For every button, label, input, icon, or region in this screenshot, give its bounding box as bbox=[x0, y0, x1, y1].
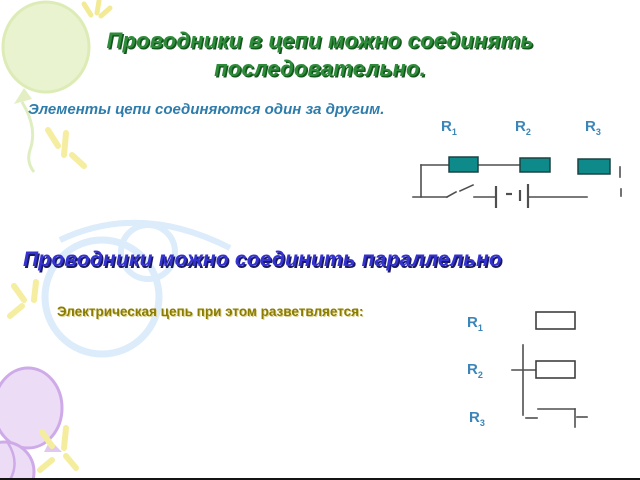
parallel-resistor-label-r2: $R_2$ bbox=[467, 361, 483, 380]
yellow-sparkle-top-decoration bbox=[84, 1, 110, 16]
series-circuit-diagram bbox=[405, 148, 640, 216]
parallel-caption: Электрическая цепь при этом разветвляется: bbox=[57, 304, 364, 319]
parallel-circuit-diagram bbox=[505, 305, 640, 435]
parallel-resistor-label-r1: $R_1$ bbox=[467, 314, 483, 333]
yellow-sparkle-mid-decoration bbox=[48, 130, 84, 166]
page-title-line2: последовательно. bbox=[214, 56, 426, 81]
parallel-resistor-label-r3: $R_3$ bbox=[469, 409, 485, 428]
parallel-branch-r3 bbox=[538, 409, 587, 427]
clipped-wire-ticks bbox=[620, 167, 621, 196]
parallel-wires bbox=[512, 345, 537, 418]
page-title bbox=[0, 27, 640, 83]
series-resistor-label-r2: $R_2$ bbox=[515, 118, 531, 137]
resistor-symbol-parallel-r1 bbox=[536, 312, 575, 329]
battery-symbol bbox=[496, 184, 528, 208]
blue-swirl-decoration bbox=[45, 223, 230, 354]
resistor-symbol-r3 bbox=[578, 159, 610, 174]
series-wires bbox=[413, 165, 587, 197]
page-title-line1: Проводники в цепи можно соединять bbox=[106, 28, 534, 53]
resistor-symbol-r2 bbox=[520, 158, 550, 172]
switch-symbol bbox=[447, 185, 473, 197]
resistor-symbol-parallel-r2 bbox=[536, 361, 575, 378]
yellow-sparkle-left-decoration bbox=[10, 282, 36, 316]
resistor-symbol-r1 bbox=[449, 157, 478, 172]
parallel-heading: Проводники можно соединить параллельно bbox=[23, 248, 502, 271]
series-subtitle: Элементы цепи соединяются один за другим. bbox=[28, 101, 385, 118]
series-resistor-label-r1: $R_1$ bbox=[441, 118, 457, 137]
series-resistor-label-r3: $R_3$ bbox=[585, 118, 601, 137]
